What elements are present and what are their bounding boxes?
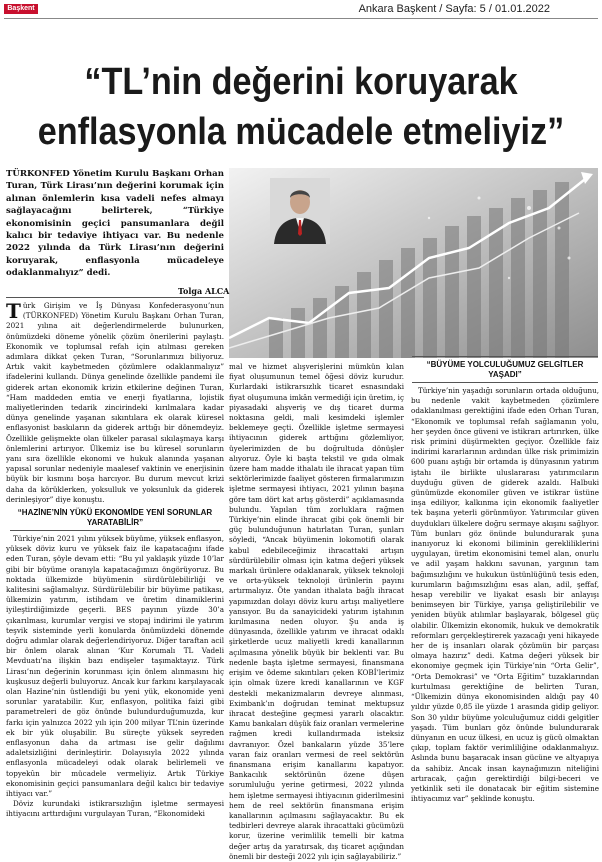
page-header <box>0 0 602 26</box>
subheading-1: “HAZİNE’NİN YÜKÜ EKONOMİDE YENİ SORUNLAR YARATABİLİR” <box>17 508 213 527</box>
col1-paragraph-3: Döviz kurundaki istikrarsızlığın işletme sermayesi ihtiyacını arttırdığını vurgulayan Turan, “Ekonomideki <box>6 799 224 819</box>
drop-cap: T <box>6 299 21 323</box>
column-2 <box>229 362 404 862</box>
headline-line-1: “TL’nin değerini koruyarak <box>84 61 518 103</box>
lead-paragraph: TÜRKONFED Yönetim Kurulu Başkanı Orhan Turan, Türk Lirası’nın değerini korumak için alınan önlemlerin kısa vadeli nefes almayı sağlayacağını belirterek, “Türkiye ekonomisinin geçici pansumanlara değil kalıcı bir tedaviye ihtiyacı var. Bu nedenle 2022 yılında da Türk Lirası’nın değerini koruyarak, enflasyonla mücadeleye odaklanmalıyız” dedi. <box>6 169 224 279</box>
subheading-1-rule <box>10 530 220 531</box>
byline: Tolga ALCA <box>178 286 230 296</box>
subheading-2: “BÜYÜME YOLCULUĞUMUZ GELGİTLER YAŞADI” <box>426 360 584 379</box>
col1-paragraph-2: Türkiye’nin 2021 yılını yüksek büyüme, yüksek enflasyon, yüksek döviz kuru ve yüksek faiz ile kapatacağını ifade eden Turan, şöyle devam etti: “Bu yıl yaklaşık yüzde 10’lar gibi bir büyüme oranıyla kapatacağımızı öngörüyoruz. Bu noktada ülkemizde büyümenin sürdürülebilirliği ve kalitesini sağlamalıyız. Sürdürülebilir bir büyüme patikası, ülkemizin yatırım, istihdam ve üretim dinamiklerini iyileştirdiğimizde geçerli. BES payının yüzde 30’a çıkarılması, kurumlar vergisi ve stopaj indirimi ile yatırım teşvik sisteminde yerli konularda önümüzdeki dönemde doğru adımlar olarak değerlendiriyoruz. Diğer taraftan acil bir önlem olarak alınan ‘Kur Korumalı TL Vadeli Mevduatı’na ilişkin bazı endişeler taşımaktayız. Türk Lirası’nın değerinin korunması için önlem alınmasını hiç kuşkusuz değerli buluyoruz. Ancak kur farkını karşılayacak olan Hazine’nin üstlendiği bu yeni yük, ekonomide yeni sorunlar yaratabilir. Kur, enflasyon, politika faizi gibi parametreleri de göz önünde bulundurduğumuzda, kur farkı için yalnızca 2022 yılı için 200 milyar TL’nin üzerinde ek bir yük oluşabilir. Bu süreçte yüksek seyreden enflasyonun daha da artması ise gelir dağılımı adaletsizliğini derinleştirir. Dolayısıyla 2022 yılında enflasyonla mücadeleyi odak olarak belirlemeli ve topyekûn bir mücadele vermeliyiz. Artık Türkiye ekonomisinin geçici pansumanlara değil kalıcı bir tedaviye ihtiyacı var.” <box>6 534 224 799</box>
column-1-lower <box>6 534 224 820</box>
col1-paragraph-1: ürk Girişim ve İş Dünyası Konfederasyonu’nun (TÜRKONFED) Yönetim Kurulu Başkanı Orhan Turan, 2021 yılına ait değerlendirmelerde bulunurken, önümüzdeki döneme yönelik çözüm önerilerini paylaştı. Ekonomik ve toplumsal refah için atılması gereken adımlara dikkat çeken Turan, “Sorunlarımızı biliyoruz. Artık vakit kaybetmeden çözümlere odaklanmalıyız” ifadelerini kullandı. Dünya genelinde özellikle pandemi ile giderek artan ekonomik krizin etkilerine değinen Turan, “Ham maddeden emtia ve enerji fiyatlarına, lojistik maliyetlerinden tedarik zincirindeki kırılmalara kadar dünya genelinde yaşanan sıkıntılara ek olarak küresel enflasyonist baskıların da giderek arttığı bir dönemdeyiz. Özellikle gelişmekte olan ülkeler parasal sıkılaşmaya karşı önlemlerini artırıyor. Ülkemiz ise bu küresel sorunların yanı sıra özellikle ekonomi ve hukuk alanında yaşanan yapısal sorunlar nedeniyle maalesef vaktinin ve enerjisinin büyük bir kısmını boşa harcıyor. Bu durum mevcut krizi daha da körüklerken, yoksulluk ve yoksunluk da giderek derinleşiyor” diye konuştu. <box>6 301 224 504</box>
page-info: Ankara Başkent / Sayfa: 5 / 01.01.2022 <box>358 3 550 15</box>
column-3 <box>411 386 599 804</box>
byline-rule <box>6 297 224 298</box>
column-1 <box>6 301 224 505</box>
col2-paragraph: mal ve hizmet alışverişlerini mümkün kılan fiyat olușumunun temel öğesi döviz kurudur. Kurlardaki istikrarsızlık ticaret esnasındaki fiyat oluşumuna imkân vermediği için üretim, iç piyasadaki alışveriş ve dış ticaret durma noktasına geldi, mali kesimdeki işlemler beklemeye geçti. Özellikle işletme sermayesi ihtiyacının giderek arttığını gözlemliyor, üyelerimizden de bu doğrultuda dönüşler alıyoruz. Öyle ki başta tekstil ve gıda olmak üzere ham madde ithalatı ile ihracat yapan tüm sektörlerimizde faaliyet gösteren firmalarımızın işletme sermayesi ihtiyacı, 2021 yılının başına göre tam dört kat artış gösterdi” açıklamasında bulundu. Yapılan tüm zorluklara rağmen Türkiye’nin elinde ihracat gibi çok önemli bir güç bulunduğunun hatırlatan Turan, şunları söyledi, “Ancak büyümenin lokomotifi olarak kabul edebileceğimiz ihracattaki artışın sürdürülebilir olması için katma değeri yüksek markalı ürünlere odaklanarak, yüksek teknoloji ve orta-yüksek teknoloji ürünlerin payını artırmalıyız. Öte yandan ithalata bağlı ihracat yapımızdan dolayı döviz kuru artışı maliyetlere yansıyor. Bu da sanayicideki yatırım iştahının kırılmasına neden oluyor. Şu anda iş dünyasında, özellikle yatırım ve ihracat odaklı şirketlerde ucuz maliyetli kredi kanallarının açılmasına yönelik büyük bir beklenti var. Bu nedenle başta işletme sermayesi, finansmana erişim ve ödeme sıkıntıları çeken KOBİ’lerimiz için olmak üzere kredi kanallarının ve KGF destekli mekanizmaların devreye alınması, Eximbank’ın doğrudan teminat mektupsuz ihracat desteğine geçmesi yararlı olacaktır. Kamu bankaları düşük faiz oranları vermelerine rağmen kredi kullandırmada isteksiz davranıyor. Özel bankaların yüzde 35’lere varan faiz oranları vermesi de reel sektörün finansmana erişim kanallarını kapatıyor. Bankacılık sektörünün özene düşen sorumluluğu yerine getirmesi, 2022 yılında hem işletme sermayesi ihtiyacının giderilmesini hem de reel sektörün finansmana erişim kanallarının açılmasını sağlayacaktır. Bu ek tedbirleri devreye alarak ihracattaki gücümüzü korur, üzerine verimlilik temelli bir katma değer artış da yaratırsak, dış ticaret açığından önemli bir desteği 2022 yılı için sağlayabiliriz.” <box>229 362 404 861</box>
headline-line-2: enflasyonla mücadele etmeliyiz” <box>37 111 565 153</box>
subheading-2-rule <box>412 382 598 383</box>
col3-paragraph: Türkiye’nin yaşadığı sorunların ortada olduğunu, bu nedenle vakit kaybetmeden çözümlere odaklanılması gerektiğini ifade eden Orhan Turan, “Ekonomik ve toplumsal refah sağlamanın yolu, her şeyden önce güveni ve istikrarı artırırken, ülke risk primini düşürmekten geçiyor. Özellikle faiz indirimi kararlarının ardından ülke risk primimizin 600 puanı aştığı bir ortamda iş dünyasının yatırım iştahı ile birlikte uluslararası yatırımcıların duyduğu güven de giderek azaldı. Halbuki günümüzde ekonomiler güven ve istikrar üstüne inşa ediliyor, kalkınma için ekonomik faaliyetler tek başına yeterli görünmüyor. Yatırımcılar güven duydukları ülkelere doğru sermaye akışını sağlıyor. Tüm bunları göz önünde bulundurarak şuna inanıyoruz ki ekonomi biliminin gerekliliklerini uygulayan, üretim ekonomisini temel alan, onurlu ve adil yaşam hakkını savunan, yargının tam bağımsızlığını ve hukukun üstünlüğünü tesis eden, kurumların bağımsızlığını esas alan, adil, şeffaf, hesap verebilir ve liyakat esaslı bir anlayışı benimseyen bir Türkiye, yarışa geliştirilebilir ve yeniden büyük atılımlar başlayarak, bölgesel güç olabilir. Ülkemizin ekonomik, hukuk ve demokratik reformları gerçekleştirerek yazacağı yeni hikayede her de iş insanları olarak çözümün bir parçası olmaya hazırız” dedi. Katma değeri yüksek bir ekonomiye geçmek için Türkiye’nin “Orta Gelir”, “Orta Demokrasi” ve “Orta Eğitim” tuzaklarından kurtulması gerektiğine de belirten Turan, “Ülkemizin dünya ekonomisinden aldığı pay 40 yıldır yüzde 0,85 ile yüzde 1 arasında gidip geliyor. Son 30 yıldır büyüme yolculuğumuz ciddi gelgitler yaşadı. Tüm bunları göz önünde bulundurarak dünyanın en ucuz ülkesi, en ucuz iş gücü olmaktan çıkıp, toplam faktör verimliliğine odaklanmalıyız. Aslında bunu başaracak insan gücüne ve altyapıya da sahibiz. Ancak insan kaynağımızın niteliğini artıracak, çağın gerektirdiği bilgi-beceri ve yetkinlik seti ile donatacak bir eğitim sistemine ihtiyacımız var” şeklinde konuştu. <box>411 386 599 804</box>
person-portrait-icon <box>270 178 330 244</box>
header-rule <box>4 18 598 19</box>
subheading-2-top-rule <box>412 356 598 357</box>
portrait-photo <box>270 178 330 244</box>
newspaper-logo: Başkent <box>4 4 38 14</box>
